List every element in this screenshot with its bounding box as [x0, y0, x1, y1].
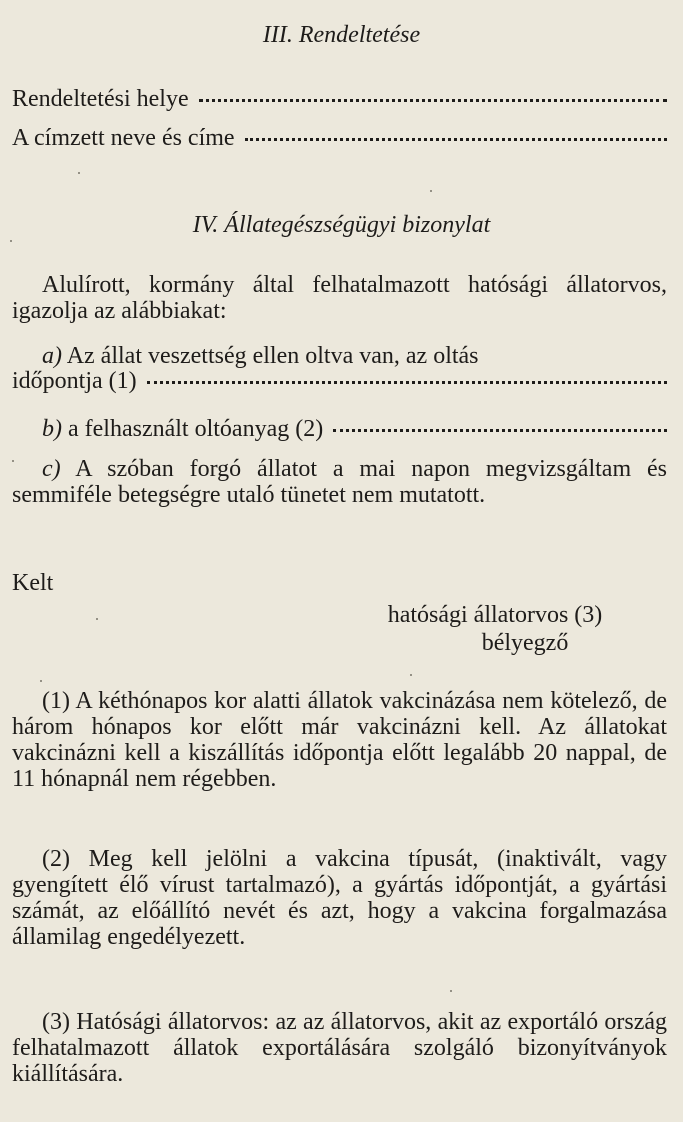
footnote-1: (1) A kéthónapos kor alatti állatok vakcinázása nem kötelező, de három hónapos kor előtt már vakcinázni kell. Az állatokat vakcinázni kell a kiszállítás időpontja előtt legalább 20 nappal, de 11 hónapnál nem régebben. [12, 688, 667, 792]
signature-block [340, 601, 650, 657]
item-a-text: Az állat veszettség ellen oltva van, az oltás [66, 343, 479, 369]
item-b-dotted-line [333, 429, 667, 432]
paper-speck [40, 680, 42, 682]
paper-speck [430, 190, 432, 192]
item-b-field [42, 414, 667, 444]
recipient-dotted-line [245, 138, 667, 141]
recipient-field [12, 123, 667, 153]
item-b-letter: b) [42, 416, 62, 442]
destination-dotted-line [199, 99, 667, 102]
destination-field [12, 84, 667, 114]
destination-label: Rendeltetési helye [12, 86, 189, 112]
paper-speck [450, 990, 452, 992]
paper-speck [12, 460, 14, 462]
item-a-line2 [12, 366, 667, 396]
section-3-heading: III. Rendeltetése [262, 22, 421, 48]
item-a-dotted-line [147, 381, 667, 384]
recipient-label: A címzett neve és címe [12, 125, 235, 151]
item-b-label: a felhasznált oltóanyag (2) [68, 416, 324, 442]
item-c [12, 456, 667, 508]
paper-speck [410, 674, 412, 676]
item-c-letter: c) [42, 456, 61, 482]
paper-speck [78, 172, 80, 174]
paper-speck [96, 618, 98, 620]
item-c-text: A szóban forgó állatot a mai napon megvizsgáltam és semmiféle betegségre utaló tünetet nem mutatott. [12, 456, 667, 508]
item-a-letter: a) [42, 343, 62, 369]
stamp-label: bélyegző [481, 630, 569, 656]
paper-speck [10, 240, 12, 242]
certificate-intro: Alulírott, kormány által felhatalmazott hatósági állatorvos, igazolja az alábbiakat: [12, 272, 667, 324]
signature-title: hatósági állatorvos (3) [387, 602, 603, 628]
item-a-date-label: időpontja (1) [12, 368, 137, 394]
footnote-2: (2) Meg kell jelölni a vakcina típusát, (inaktivált, vagy gyengített élő vírust tartalmazó), a gyártás időpontját, a gyártási számát, az előállító nevét és azt, hogy a vakcina forgalmazása államilag engedélyezett. [12, 846, 667, 950]
kelt-label: Kelt [12, 570, 54, 596]
section-4-heading: IV. Állategészségügyi bizonylat [192, 212, 491, 238]
footnote-3: (3) Hatósági állatorvos: az az állatorvos, akit az exportáló ország felhatalmazott állatok exportálására szolgáló bizonyítványok kiállítására. [12, 1009, 667, 1087]
